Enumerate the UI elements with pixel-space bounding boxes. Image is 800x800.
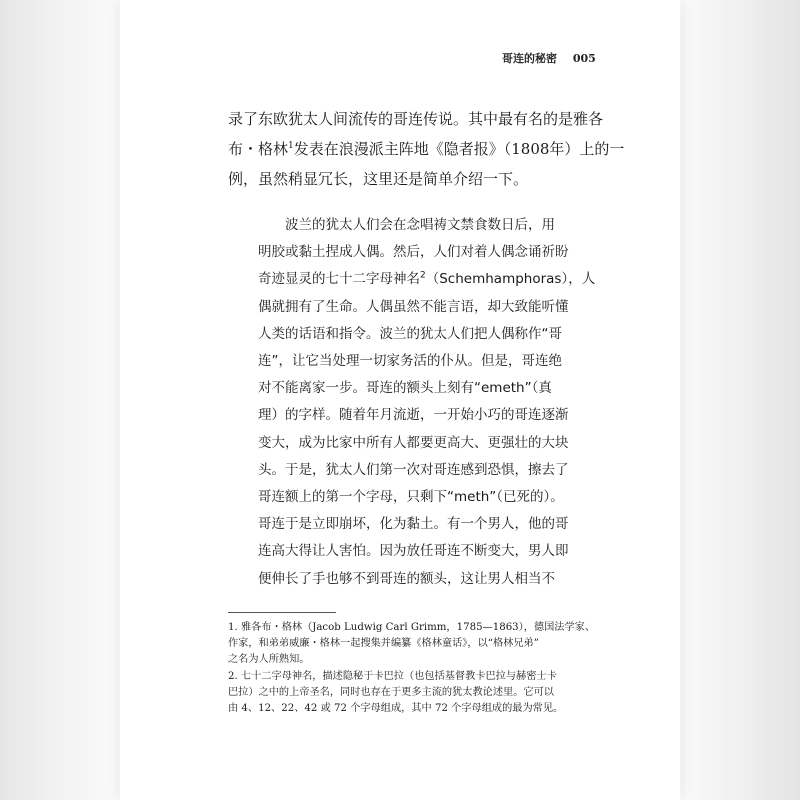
- quote-line: 连”，让它当处理一切家务活的仆从。但是，哥连绝: [258, 353, 562, 370]
- body-line: 录了东欧犹太人间流传的哥连传说。其中最有名的是雅各: [228, 110, 604, 128]
- body-paragraph: [228, 104, 625, 194]
- quote-line: 便伸长了手也够不到哥连的额头，这让男人相当不: [258, 570, 555, 587]
- quote-line: [258, 266, 603, 293]
- footnote-line: 巴拉）之中的上帝圣名，同时也存在于更多主流的犹太教论述里。它可以: [228, 686, 554, 698]
- quote-line: 波兰的犹太人们会在念唱祷文禁食数日后，用: [285, 217, 555, 233]
- body-line: [228, 134, 625, 164]
- footnote-divider: [228, 612, 336, 613]
- quote-line: 理）的字样。随着年月流逝，一开始小巧的哥连逐渐: [258, 407, 569, 424]
- body-line-segment: 发表在浪漫派主阵地《隐者报》（1808年）上的一: [293, 140, 625, 158]
- running-header: [502, 50, 596, 66]
- quote-line-segment: （Schemhamphoras），人: [425, 271, 596, 288]
- footnote-line: 作家，和弟弟威廉・格林一起搜集并编纂《格林童话》，以“格林兄弟”: [228, 638, 539, 650]
- chapter-title: 哥连的秘密: [502, 52, 557, 65]
- footnote-ref-1: 1: [288, 141, 294, 151]
- footnote-line: 1. 雅各布・格林（Jacob Ludwig Carl Grimm，1785—1863），德国法学家、: [228, 622, 596, 633]
- quote-line: 对不能离家一步。哥连的额头上刻有“emeth”（真: [258, 380, 552, 397]
- body-line: 例，虽然稍显冗长，这里还是简单介绍一下。: [228, 170, 529, 188]
- footnote-line: 由 4、12、22、42 或 72 个字母组成，其中 72 个字母组成的最为常见。: [228, 703, 564, 715]
- quote-line: 哥连额上的第一个字母，只剩下“meth”（已死的）。: [258, 489, 564, 506]
- block-quote: [258, 212, 603, 593]
- footnote-line: 之名为人所熟知。: [228, 654, 310, 666]
- quote-line-segment: 奇迹显灵的七十二字母神名: [258, 271, 420, 288]
- quote-line: 明胶或黏土捏成人偶。然后，人们对着人偶念诵祈盼: [258, 244, 569, 261]
- page-number: 005: [572, 52, 596, 65]
- quote-line: 连高大得让人害怕。因为放任哥连不断变大，男人即: [258, 543, 569, 560]
- footnote-ref-2: 2: [420, 270, 426, 281]
- quote-line: 头。于是，犹太人们第一次对哥连感到恐惧，擦去了: [258, 461, 569, 478]
- quote-line: 人类的话语和指令。波兰的犹太人们把人偶称作“哥: [258, 325, 562, 342]
- quote-line: 偶就拥有了生命。人偶虽然不能言语，却大致能听懂: [258, 298, 569, 315]
- quote-line: 变大，成为比家中所有人都要更高大、更强壮的大块: [258, 434, 569, 451]
- footnote-line: 2. 七十二字母神名，描述隐秘于卡巴拉（也包括基督教卡巴拉与赫密士卡: [228, 670, 557, 682]
- quote-line: 哥连于是立即崩坏，化为黏土。有一个男人，他的哥: [258, 516, 569, 533]
- body-line-segment: 布・格林: [228, 140, 289, 158]
- footnotes: [228, 620, 608, 717]
